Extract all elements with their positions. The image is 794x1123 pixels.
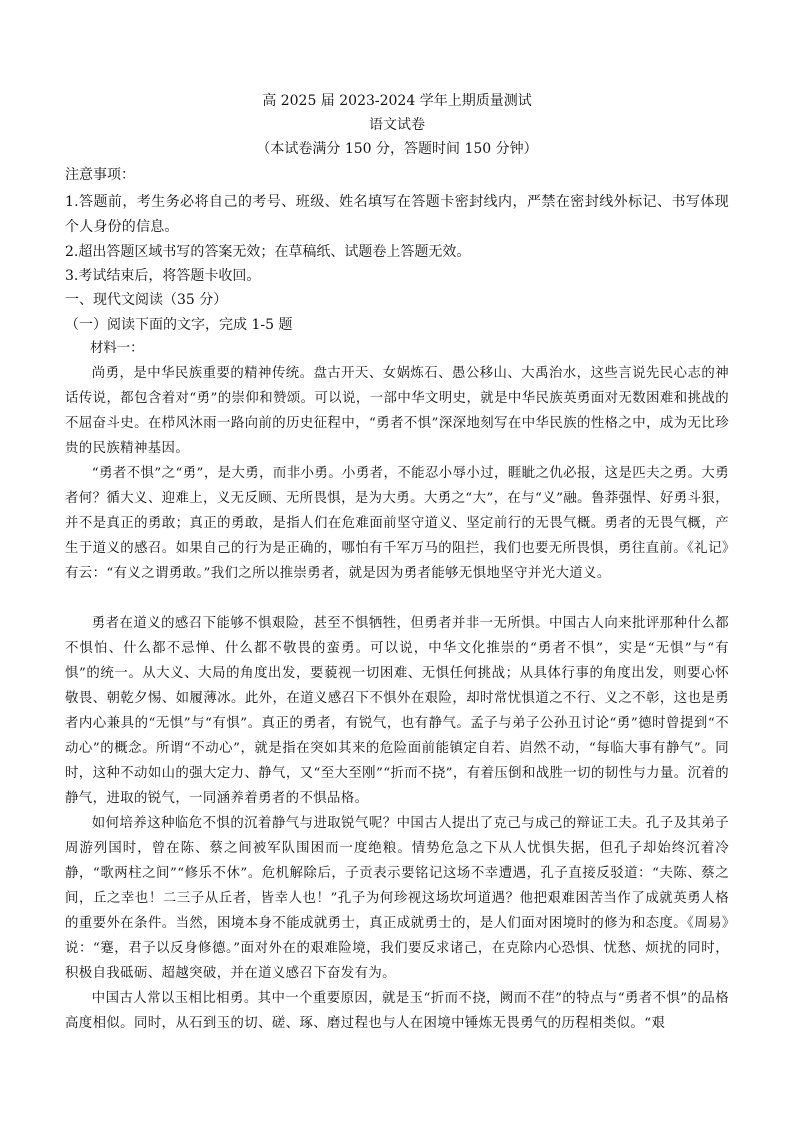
exam-note: （本试卷满分 150 分，答题时间 150 分钟） [256, 141, 538, 157]
material-label: 材料一： [90, 341, 144, 356]
section-title: 一、现代文阅读（35 分） [65, 292, 228, 308]
exam-subject: 语文试卷 [369, 117, 425, 133]
paragraph: 中国古人常以玉相比相勇。其中一个重要原因，就是玉“折而不挠，阙而不荏”的特点与“勇者不惧”的品格高度相似。同时，从石到玉的切、磋、琢、磨过程也与人在困境中锤炼无畏勇气的历程相类似。“艰 [65, 991, 729, 1031]
section-subtitle: （一）阅读下面的文字，完成 1-5 题 [65, 317, 293, 333]
exam-title: 高 2025 届 2023-2024 学年上期质量测试 [262, 93, 532, 109]
paragraph: “勇者不惧”之“勇”，是大勇，而非小勇。小勇者，不能忍小辱小过，睚眦之仇必报，这是匹夫之勇。大勇者何？循大义、迎难上，义无反顾、无所畏惧，是为大勇。大勇之“大”，在与“义”融。鲁莽强悍、好勇斗狠，并不是真正的勇敢；真正的勇敢，是指人们在危难面前坚守道义、坚定前行的无畏气概。勇者的无畏气概，产生于道义的感召。如果自己的行为是正确的，哪怕有千军万马的阻拦，我们也要无所畏惧，勇往直前。《礼记》有云：“有义之谓勇敢。”我们之所以推崇勇者，就是因为勇者能够无惧地坚守并光大道义。 [65, 466, 729, 581]
notice-item: 2.超出答题区域书写的答案无效；在草稿纸、试题卷上答题无效。 [65, 244, 471, 260]
paragraph: 尚勇，是中华民族重要的精神传统。盘古开天、女娲炼石、愚公移山、大禹治水，这些言说先民心志的神话传说，都包含着对“勇”的崇仰和赞颂。可以说，一部中华文明史，就是中华民族英勇面对无数困难和挑战的不屈奋斗史。在栉风沐雨一路向前的历史征程中，“勇者不惧”深深地刻写在中华民族的性格之中，成为无比珍贵的民族精神基因。 [65, 366, 729, 456]
notice-item: 1.答题前，考生务必将自己的考号、班级、姓名填写在答题卡密封线内，严禁在密封线外标记、书写体现个人身份的信息。 [65, 194, 729, 235]
paragraph: 如何培养这种临危不惧的沉着静气与进取锐气呢？中国古人提出了克己与成己的辩证工夫。孔子及其弟子周游列国时，曾在陈、蔡之间被军队围困而一度绝粮。情势危急之下从人忧惧失据，但孔子却始终沉着冷静，“歌两柱之间”“修乐不休”。危机解除后，子贡表示要铭记这场不幸遭遇，孔子直接反驳道：“夫陈、蔡之间，丘之幸也！二三子从丘者，皆幸人也！”孔子为何珍视这场坎坷道遇？他把艰难困苦当作了成就英勇人格的重要外在条件。当然，困境本身不能成就勇士，真正成就勇士的，是人们面对困境时的修为和态度。《周易》说：“蹇，君子以反身修德。”面对外在的艰难险境，我们要反求诸己，在克除内心恐惧、忧愁、烦扰的同时，积极自我砥砺、超越突破，并在道义感召下奋发有为。 [65, 816, 729, 981]
notice-title: 注意事项： [65, 167, 135, 183]
notice-item: 3.考试结束后，将答题卡收回。 [65, 268, 261, 284]
paragraph: 勇者在道义的感召下能够不惧艰险，甚至不惧牺牲，但勇者并非一无所惧。中国古人向来批评那种什么都不惧怕、什么都不忌惮、什么都不敬畏的蛮勇。可以说，中华文化推崇的“勇者不惧”，实是“无惧”与“有惧”的统一。从大义、大局的角度出发，要藐视一切困难、无惧任何挑战；从具体行事的角度出发，则要心怀敬畏、朝乾夕惕、如履薄冰。此外，在道义感召下不惧外在艰险，却时常忧惧道之不行、义之不彰，这也是勇者内心兼具的“无惧”与“有惧”。真正的勇者，有锐气，也有静气。孟子与弟子公孙丑讨论“勇”德时曾提到“不动心”的概念。所谓“不动心”，就是指在突如其来的危险面前能镇定自若、岿然不动，“每临大事有静气”。同时，这种不动如山的强大定力、静气，又“至大至刚”“折而不挠”，有着压倒和战胜一切的韧性与力量。沉着的静气，进取的锐气，一同涵养着勇者的不惧品格。 [65, 616, 729, 806]
